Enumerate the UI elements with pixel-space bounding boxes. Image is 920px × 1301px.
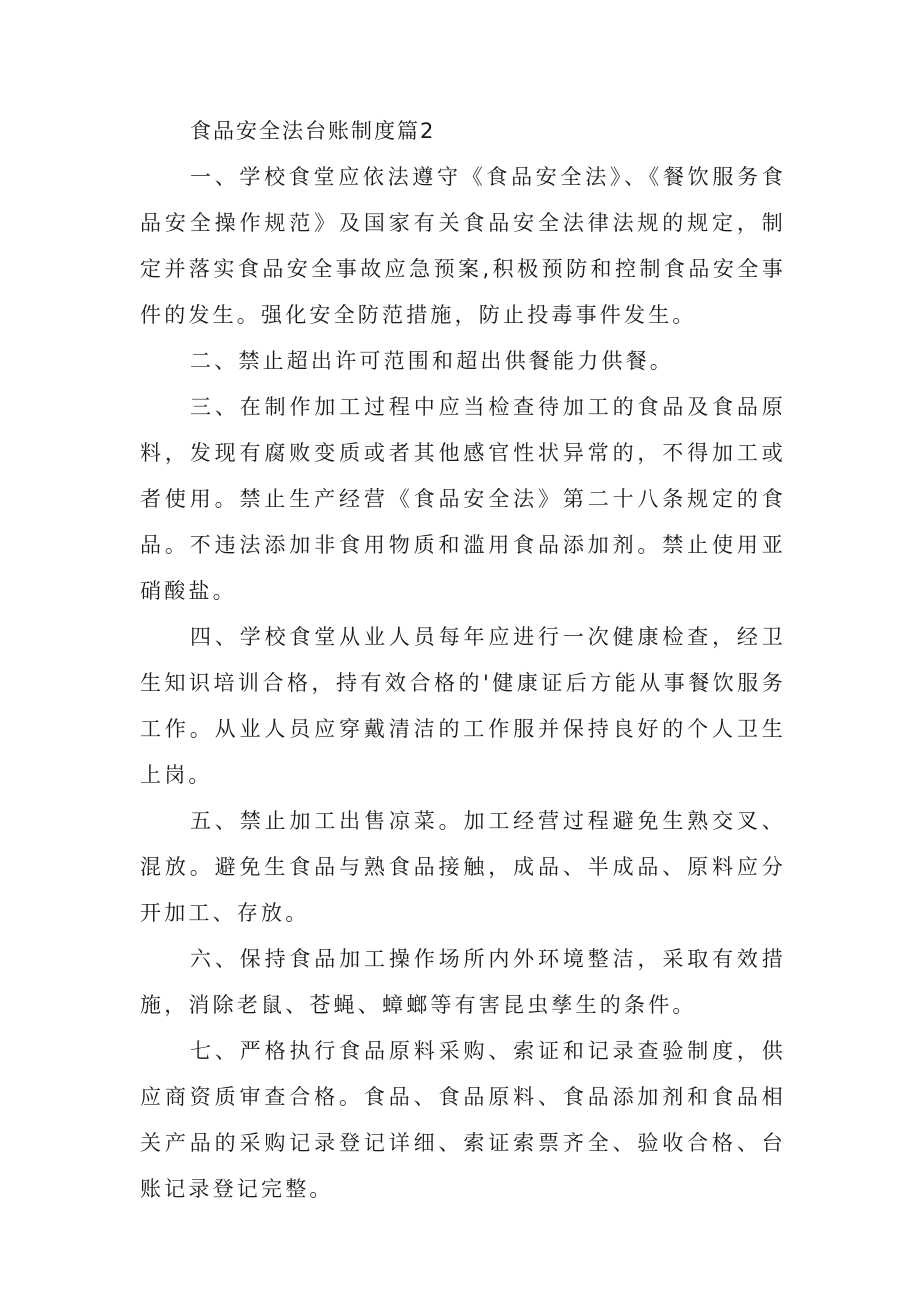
paragraph-7: 七、严格执行食品原料采购、索证和记录查验制度，供应商资质审查合格。食品、食品原料、食品添加剂和食品相关产品的采购记录登记详细、索证索票齐全、验收合格、台账记录登记完整。: [140, 1039, 786, 1201]
paragraph-2: 二、禁止超出许可范围和超出供餐能力供餐。: [190, 349, 674, 373]
paragraph-4: 四、学校食堂从业人员每年应进行一次健康检查，经卫生知识培训合格，持有效合格的'健康证后方能从事餐饮服务工作。从业人员应穿戴清洁的工作服并保持良好的个人卫生上岗。: [140, 625, 786, 787]
paragraph-6: 六、保持食品加工操作场所内外环境整洁，采取有效措施，消除老鼠、苍蝇、蟑螂等有害昆虫孳生的条件。: [140, 947, 786, 1017]
document-title: 食品安全法台账制度篇2: [190, 119, 436, 143]
paragraph-1: 一、学校食堂应依法遵守《食品安全法》、《餐饮服务食品安全操作规范》及国家有关食品安全法律法规的规定，制定并落实食品安全事故应急预案,积极预防和控制食品安全事件的发生。强化安全防范措施，防止投毒事件发生。: [140, 165, 786, 327]
paragraph-5: 五、禁止加工出售凉菜。加工经营过程避免生熟交叉、混放。避免生食品与熟食品接触，成品、半成品、原料应分开加工、存放。: [140, 809, 786, 925]
paragraph-3: 三、在制作加工过程中应当检查待加工的食品及食品原料，发现有腐败变质或者其他感官性状异常的，不得加工或者使用。禁止生产经营《食品安全法》第二十八条规定的食品。不违法添加非食用物质和滥用食品添加剂。禁止使用亚硝酸盐。: [140, 395, 786, 603]
